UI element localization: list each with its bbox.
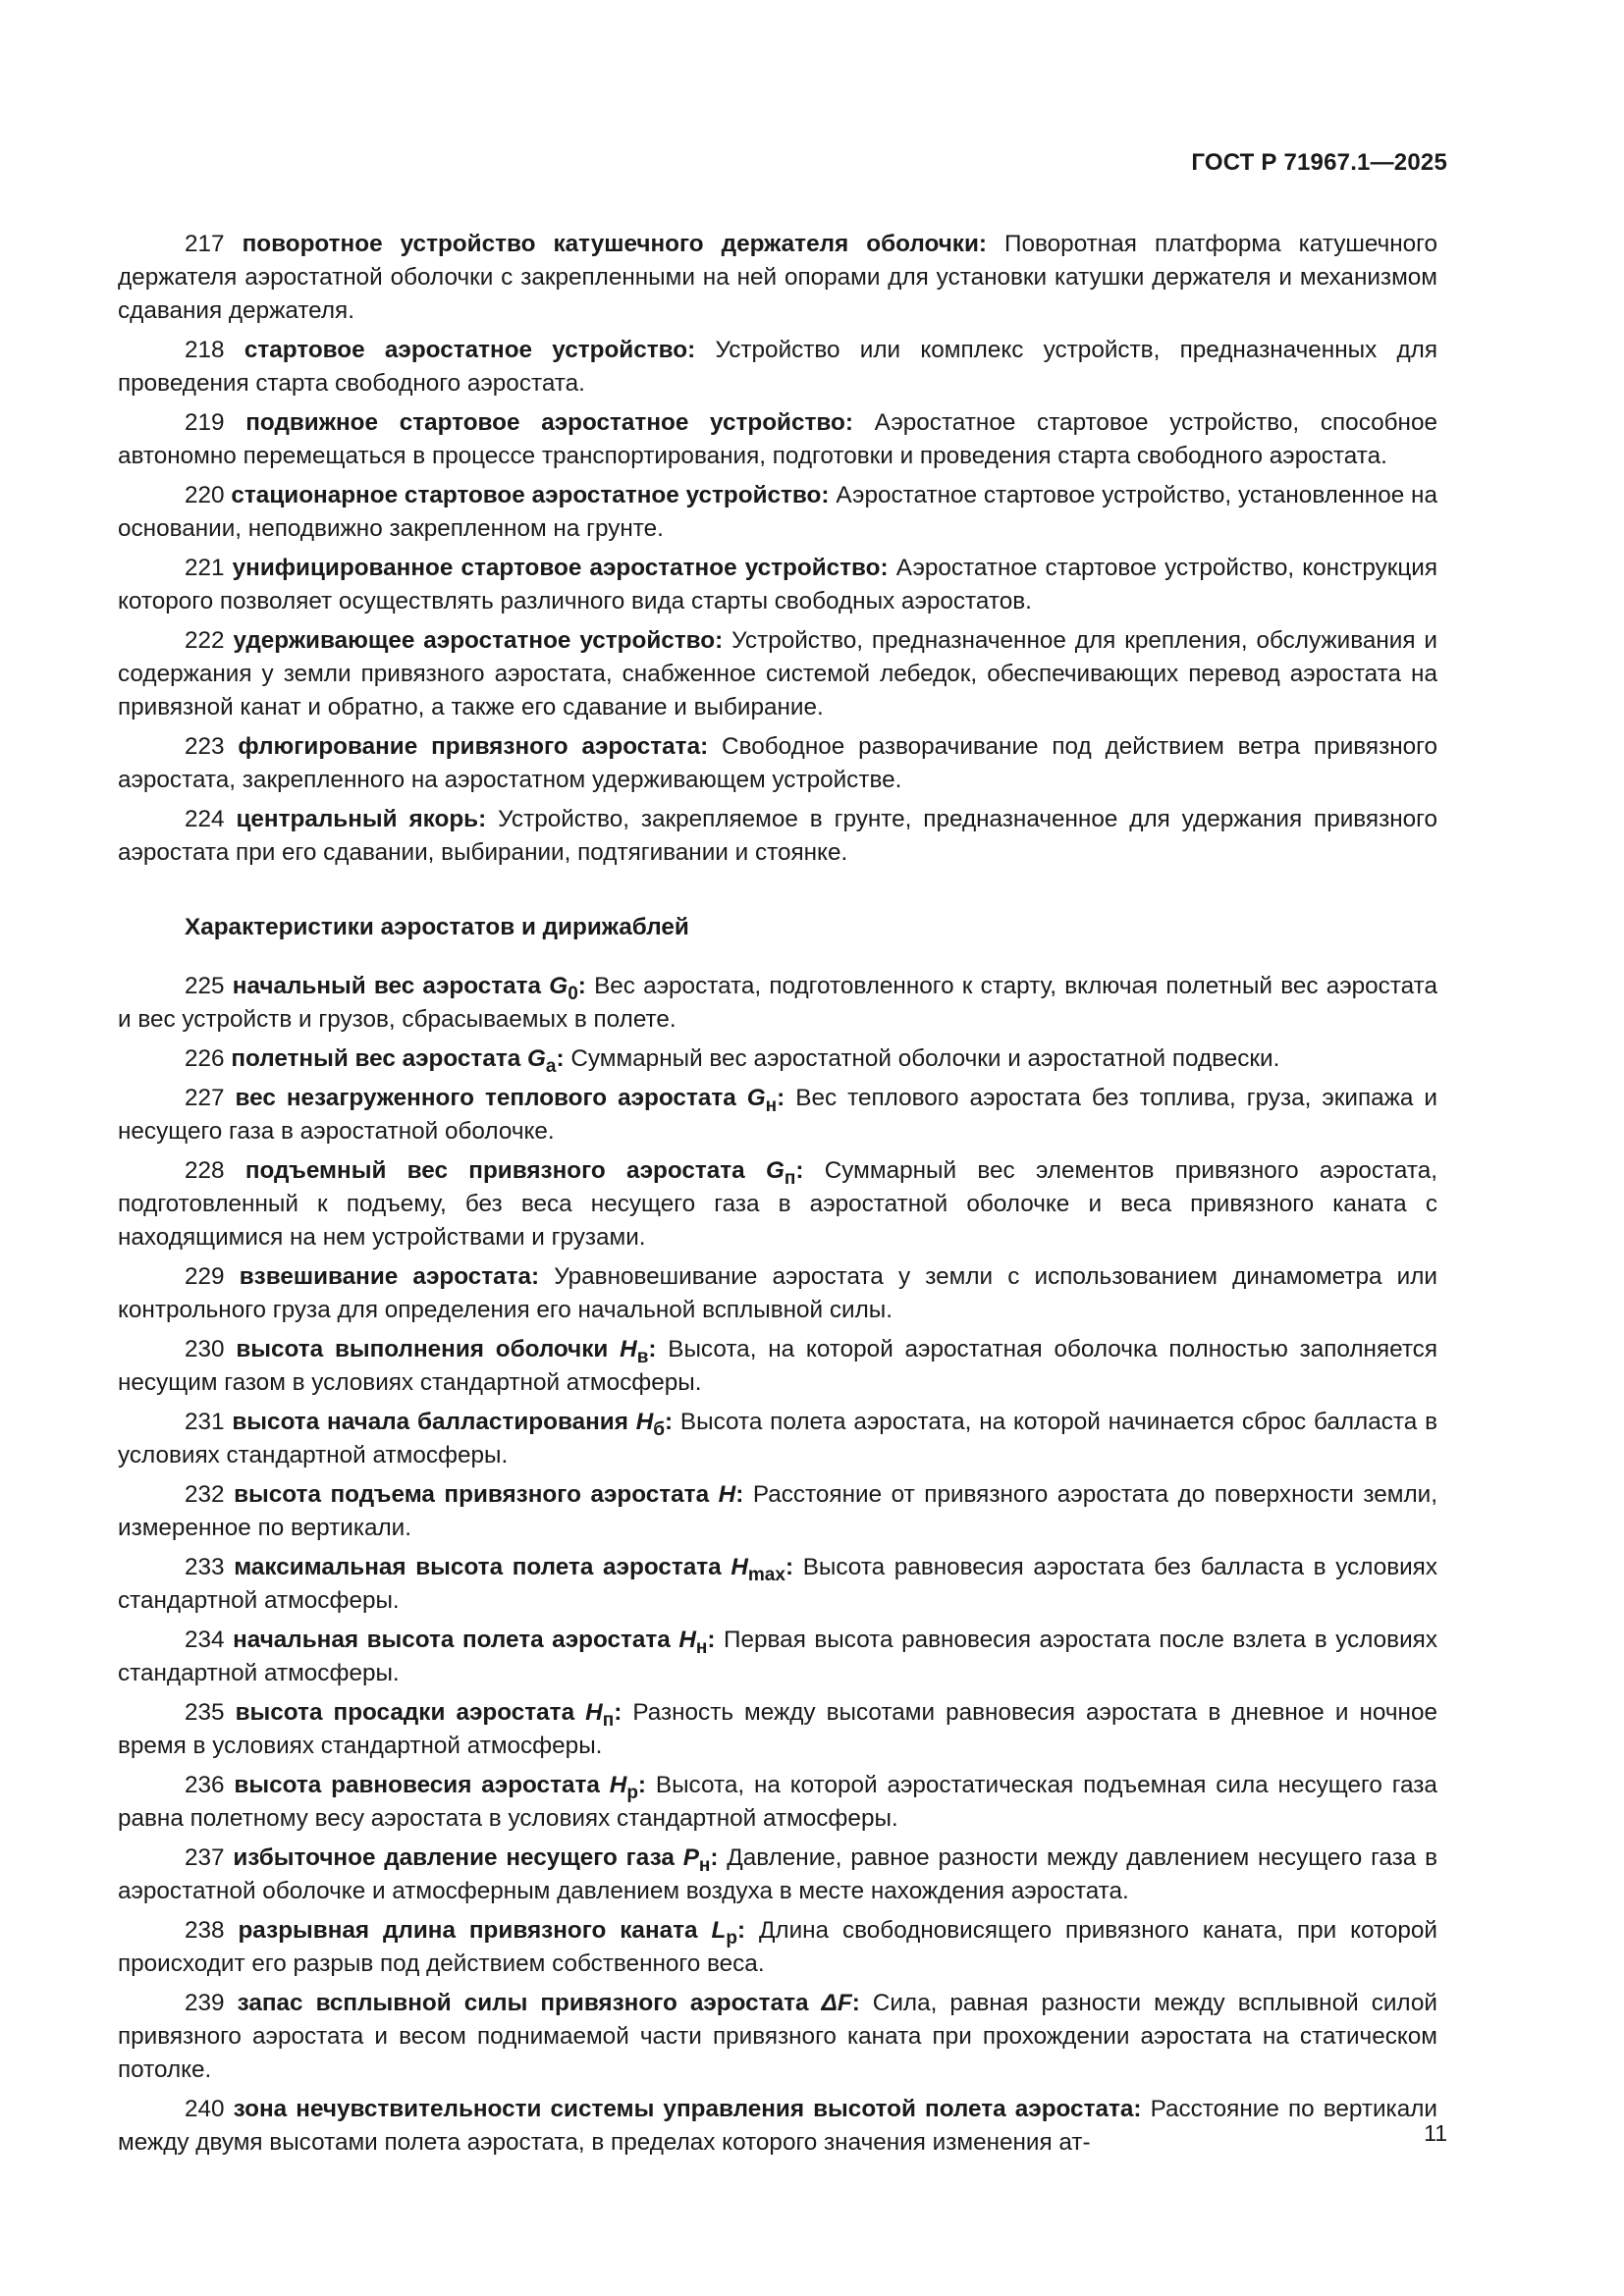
term-definition: Устройство или комплекс устройств, предназначенных для проведения старта свободного аэростата. <box>118 337 1437 397</box>
term-name: стартовое аэростатное устройство: <box>244 337 696 363</box>
term-definition: Вес аэростата, подготовленного к старту, включая полетный вес аэростата и вес устройств и грузов, сбрасываемых в полете. <box>118 973 1437 1033</box>
term-symbol: L <box>711 1917 727 1944</box>
symbol-subscript: р <box>626 1783 638 1803</box>
term-symbol: P <box>682 1844 699 1871</box>
term-definition: Устройство, предназначенное для крепления, обслуживания и содержания у земли привязного аэростата, снабженное системой лебедок, обеспечивающих перевод аэростата на привязной канат и обратно, а также его сдавание и выбирание. <box>118 627 1437 721</box>
term-entry <box>118 1551 1437 1618</box>
term-name: избыточное давление несущего газа <box>233 1844 675 1871</box>
symbol-subscript: н <box>695 1637 708 1658</box>
term-definition: Сила, равная разности между всплывной силой привязного аэростата и весом поднимаемой части привязного каната при прохождении аэростата на статическом потолке. <box>118 1990 1437 2083</box>
symbol-subscript: р <box>726 1928 737 1949</box>
entry-number: 217 <box>185 231 225 257</box>
term-name: начальная высота полета аэростата <box>233 1627 671 1653</box>
term-name: центральный якорь: <box>236 806 487 832</box>
term-entry <box>118 1406 1437 1472</box>
symbol-subscript: б <box>653 1419 665 1440</box>
entry-number: 240 <box>185 2096 225 2122</box>
term-name: взвешивание аэростата: <box>239 1263 540 1290</box>
term-colon: : <box>556 1045 565 1072</box>
entry-number: 225 <box>185 973 225 999</box>
term-colon: : <box>614 1699 623 1726</box>
term-name: высота подъема привязного аэростата <box>234 1481 710 1508</box>
term-colon: : <box>648 1336 657 1362</box>
standard-code: ГОСТ Р 71967.1—2025 <box>1191 149 1447 176</box>
symbol-subscript: н <box>698 1855 711 1876</box>
section-heading: Характеристики аэростатов и дирижаблей <box>185 914 689 940</box>
term-definition: Уравновешивание аэростата у земли с использованием динамометра или контрольного груза для определения его начальной всплывной силы. <box>118 1263 1437 1323</box>
term-entry <box>118 1696 1437 1763</box>
term-name: начальный вес аэростата <box>232 973 542 999</box>
term-colon: : <box>577 973 586 999</box>
term-definition: Давление, равное разности между давлением несущего газа в аэростатной оболочке и атмосферным давлением воздуха в месте нахождения аэростата. <box>118 1844 1437 1904</box>
term-definition: Суммарный вес аэростатной оболочки и аэростатной подвески. <box>564 1045 1280 1072</box>
term-definition: Свободное разворачивание под действием ветра привязного аэростата, закрепленного на аэростатном удерживающем устройстве. <box>118 733 1437 793</box>
term-entry <box>118 1842 1437 1908</box>
term-entry <box>118 228 1437 328</box>
term-name: подъемный вес привязного аэростата <box>244 1157 745 1184</box>
term-symbol: G <box>549 973 568 999</box>
symbol-subscript: п <box>784 1168 796 1189</box>
entry-number: 232 <box>185 1481 225 1508</box>
term-symbol: G <box>746 1085 766 1111</box>
terms-group-devices <box>118 228 1437 870</box>
term-name: удерживающее аэростатное устройство: <box>233 627 724 654</box>
term-name: подвижное стартовое аэростатное устройство: <box>245 409 853 436</box>
term-colon: : <box>777 1085 785 1111</box>
term-name: зона нечувствительности системы управления высотой полета аэростата: <box>233 2096 1142 2122</box>
term-definition: Первая высота равновесия аэростата после взлета в условиях стандартной атмосферы. <box>118 1627 1437 1686</box>
term-entry <box>118 1082 1437 1148</box>
term-symbol: H <box>609 1772 627 1798</box>
entry-number: 218 <box>185 337 225 363</box>
term-symbol: ΔF <box>821 1990 852 2016</box>
term-colon: : <box>707 1627 716 1653</box>
entry-number: 228 <box>185 1157 225 1184</box>
term-definition: Высота равновесия аэростата без балласта в условиях стандартной атмосферы. <box>118 1554 1437 1614</box>
entry-number: 238 <box>185 1917 225 1944</box>
entry-number: 237 <box>185 1844 225 1871</box>
term-symbol: H <box>678 1627 696 1653</box>
term-name: унифицированное стартовое аэростатное устройство: <box>232 555 889 581</box>
term-definition: Высота, на которой аэростатная оболочка полностью заполняется несущим газом в условиях стандартной атмосферы. <box>118 1336 1437 1396</box>
term-definition: Устройство, закрепляемое в грунте, предназначенное для удержания привязного аэростата при его сдавании, выбирании, подтягивании и стоянке. <box>118 806 1437 866</box>
term-definition: Аэростатное стартовое устройство, способное автономно перемещаться в процессе транспортирования, подготовки и проведения старта свободного аэростата. <box>118 409 1437 469</box>
term-entry <box>118 730 1437 797</box>
entry-number: 227 <box>185 1085 225 1111</box>
term-entry <box>118 1914 1437 1981</box>
term-symbol: H <box>731 1554 748 1580</box>
term-name: максимальная высота полета аэростата <box>234 1554 722 1580</box>
term-name: высота равновесия аэростата <box>234 1772 600 1798</box>
entry-number: 235 <box>185 1699 225 1726</box>
symbol-subscript: 0 <box>568 984 578 1004</box>
terms-group-characteristics <box>118 970 1437 2160</box>
term-symbol: G <box>527 1045 546 1072</box>
term-colon: : <box>851 1990 860 2016</box>
term-entry <box>118 1987 1437 2087</box>
term-entry <box>118 1260 1437 1327</box>
term-definition: Расстояние от привязного аэростата до поверхности земли, измеренное по вертикали. <box>118 1481 1437 1541</box>
symbol-subscript: п <box>602 1710 615 1731</box>
term-colon: : <box>795 1157 804 1184</box>
term-entry <box>118 1042 1437 1076</box>
term-name: запас всплывной силы привязного аэростата <box>237 1990 809 2016</box>
term-name: полетный вес аэростата <box>231 1045 521 1072</box>
term-definition: Длина свободновисящего привязного каната, при которой происходит его разрыв под действием собственного веса. <box>118 1917 1437 1977</box>
term-name: высота просадки аэростата <box>235 1699 575 1726</box>
page-number: 11 <box>1424 2120 1447 2146</box>
term-name: высота выполнения оболочки <box>236 1336 609 1362</box>
term-symbol: H <box>620 1336 637 1362</box>
term-name: поворотное устройство катушечного держателя оболочки: <box>242 231 987 257</box>
term-symbol: G <box>765 1157 785 1184</box>
term-definition: Аэростатное стартовое устройство, конструкция которого позволяет осуществлять различного вида старты свободных аэростатов. <box>118 555 1437 614</box>
term-colon: : <box>637 1772 647 1798</box>
term-entry <box>118 2093 1437 2160</box>
entry-number: 224 <box>185 806 225 832</box>
term-definition: Вес теплового аэростата без топлива, груза, экипажа и несущего газа в аэростатной оболочке. <box>118 1085 1437 1145</box>
entry-number: 239 <box>185 1990 225 2016</box>
entry-number: 220 <box>185 482 225 508</box>
term-name: высота начала балластирования <box>232 1409 628 1435</box>
symbol-subscript: в <box>636 1347 649 1367</box>
term-entry <box>118 1154 1437 1255</box>
term-colon: : <box>736 1917 746 1944</box>
term-colon: : <box>710 1844 719 1871</box>
term-definition: Суммарный вес элементов привязного аэростата, подготовленный к подъему, без веса несущего газа в аэростатной оболочке и веса привязного каната с находящимися на нем устройствами и грузами. <box>118 1157 1437 1251</box>
term-name: разрывная длина привязного каната <box>238 1917 698 1944</box>
symbol-subscript: н <box>765 1095 778 1116</box>
entry-number: 222 <box>185 627 225 654</box>
term-entry <box>118 803 1437 870</box>
term-definition: Высота, на которой аэростатическая подъемная сила несущего газа равна полетному весу аэростата в условиях стандартной атмосферы. <box>118 1772 1437 1832</box>
term-entry <box>118 1769 1437 1836</box>
term-symbol: H <box>585 1699 603 1726</box>
entry-number: 229 <box>185 1263 225 1290</box>
entry-number: 230 <box>185 1336 225 1362</box>
term-symbol: H <box>635 1409 654 1435</box>
term-entry <box>118 1624 1437 1690</box>
term-name: флюгирование привязного аэростата: <box>238 733 709 760</box>
term-definition: Поворотная платформа катушечного держателя аэростатной оболочки с закрепленными на ней опорами для установки катушки держателя и механизмом сдавания держателя. <box>118 231 1437 324</box>
term-entry <box>118 970 1437 1037</box>
term-entry <box>118 552 1437 618</box>
entry-number: 223 <box>185 733 225 760</box>
entry-number: 236 <box>185 1772 225 1798</box>
term-colon: : <box>735 1481 744 1508</box>
term-entry <box>118 1478 1437 1545</box>
term-entry <box>118 624 1437 724</box>
term-entry <box>118 1333 1437 1400</box>
entry-number: 234 <box>185 1627 225 1653</box>
entry-number: 226 <box>185 1045 225 1072</box>
symbol-subscript: а <box>545 1056 557 1077</box>
entry-number: 233 <box>185 1554 225 1580</box>
term-definition: Расстояние по вертикали между двумя высотами полета аэростата, в пределах которого значения изменения ат- <box>118 2096 1437 2156</box>
term-name: стационарное стартовое аэростатное устройство: <box>231 482 830 508</box>
term-name: вес незагруженного теплового аэростата <box>235 1085 736 1111</box>
entry-number: 219 <box>185 409 225 436</box>
symbol-subscript: max <box>747 1565 785 1585</box>
term-entry <box>118 479 1437 546</box>
term-definition: Высота полета аэростата, на которой начинается сброс балласта в условиях стандартной атмосферы. <box>118 1409 1437 1468</box>
entry-number: 221 <box>185 555 225 581</box>
term-symbol: H <box>718 1481 736 1508</box>
entry-number: 231 <box>185 1409 225 1435</box>
term-definition: Разность между высотами равновесия аэростата в дневное и ночное время в условиях стандартной атмосферы. <box>118 1699 1437 1759</box>
term-definition: Аэростатное стартовое устройство, установленное на основании, неподвижно закрепленном на грунте. <box>118 482 1437 542</box>
term-entry <box>118 406 1437 473</box>
term-colon: : <box>665 1409 674 1435</box>
document-body <box>118 228 1437 2160</box>
term-colon: : <box>785 1554 794 1580</box>
term-entry <box>118 334 1437 400</box>
